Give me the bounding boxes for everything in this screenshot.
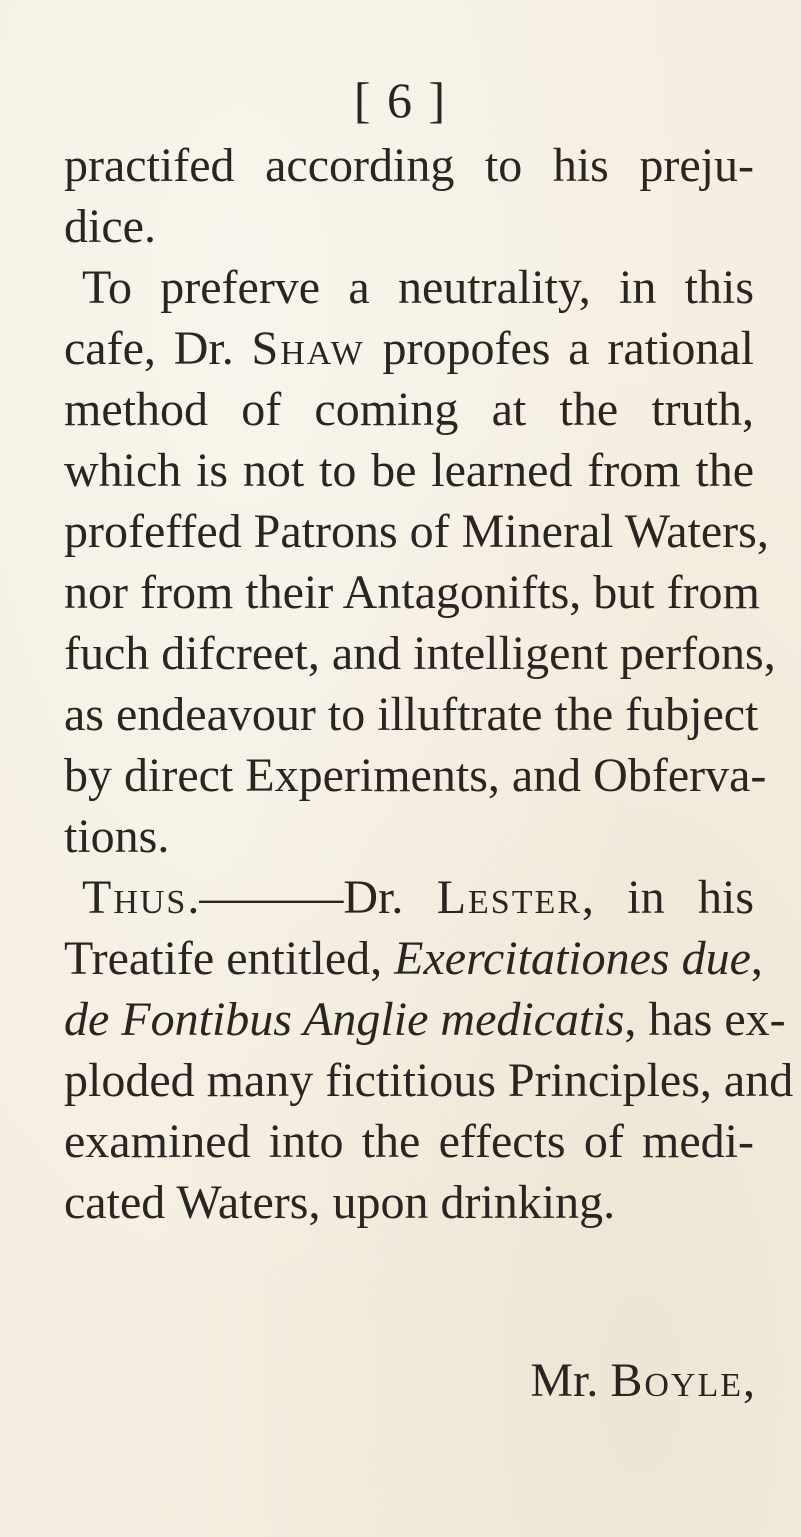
treatise-title: Exercitationes due <box>394 932 751 985</box>
catchword-suffix: , <box>743 1354 755 1407</box>
text-run: , in his <box>581 871 754 924</box>
text-line <box>64 318 754 379</box>
thus-smallcaps: Thus <box>82 871 188 924</box>
text-line: method of coming at the truth, <box>64 383 754 436</box>
text-run: To preferve a neutrality, in this <box>82 261 754 314</box>
text-line: ploded many fictitious Principles, and <box>64 1054 794 1107</box>
text-run: propofes a rational <box>364 322 754 375</box>
text-run: , has ex- <box>624 993 786 1046</box>
text-line: tions. <box>64 810 170 863</box>
text-line: dice. <box>64 200 156 253</box>
text-line: by direct Experiments, and Obferva- <box>64 749 767 802</box>
text-line <box>64 989 786 1050</box>
text-line: cated Waters, upon drinking. <box>64 1176 616 1229</box>
catchword-prefix: Mr. <box>530 1354 611 1407</box>
text-run: Treatife entitled, <box>64 932 395 985</box>
body-text <box>64 135 794 1233</box>
text-line: nor from their Antagonifts, but from <box>64 566 760 619</box>
text-line: fuch difcreet, and intelligent perfons, <box>64 627 776 680</box>
text-run: , <box>750 932 763 985</box>
text-line: which is not to be learned from the <box>64 444 754 497</box>
page-number: [ 6 ] <box>353 72 448 128</box>
catchword-name: Boyle <box>610 1354 743 1407</box>
author-name-shaw: Shaw <box>251 322 365 375</box>
text-line: profeffed Patrons of Mineral Waters, <box>64 505 769 558</box>
text-line <box>64 867 754 928</box>
treatise-title-cont: de Fontibus Anglie medicatis <box>64 993 625 1046</box>
text-line: practifed according to his preju- <box>64 139 754 192</box>
text-line: examined into the effects of medi- <box>64 1115 754 1168</box>
text-run: cafe, Dr. <box>64 322 252 375</box>
text-line <box>64 257 754 318</box>
text-run: .––––––Dr. <box>187 871 437 924</box>
catchword <box>530 1350 755 1411</box>
author-name-lester: Lester <box>436 871 582 924</box>
text-line: as endeavour to illuftrate the fubject <box>64 688 759 741</box>
text-line <box>64 928 763 989</box>
